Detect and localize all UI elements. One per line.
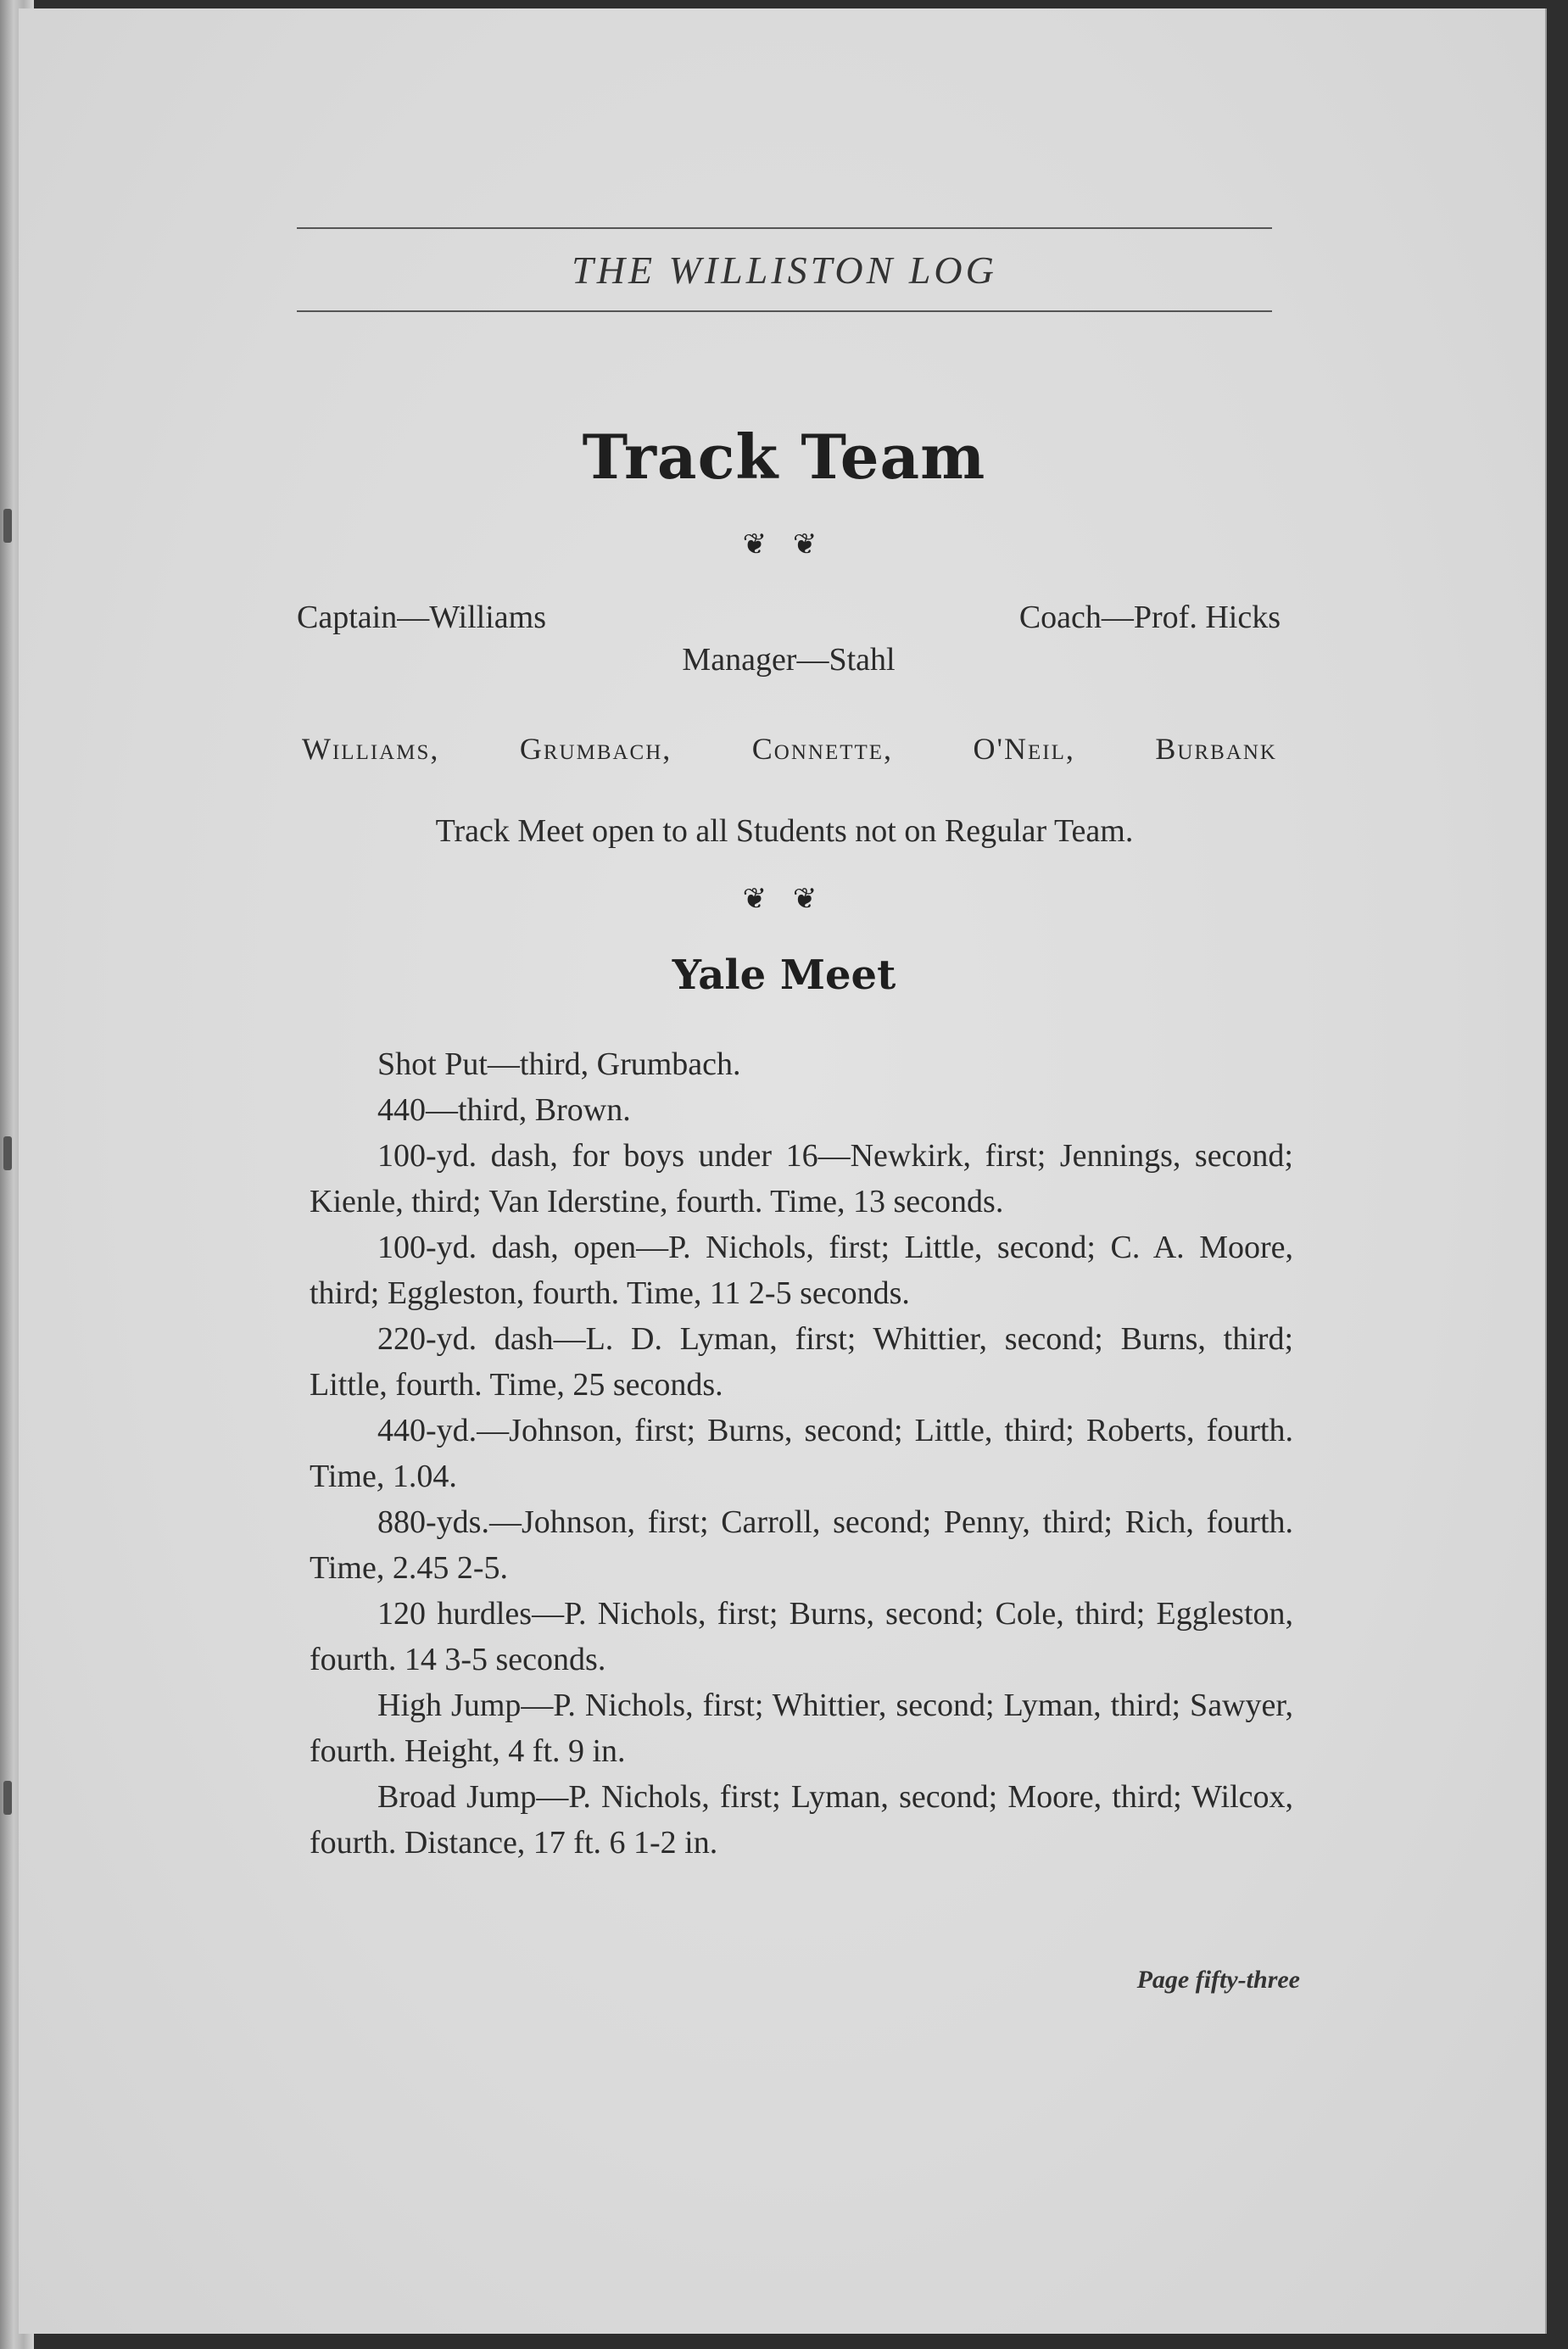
- header-rule-bottom: [297, 310, 1272, 312]
- roster-name: O'Neil,: [973, 732, 1075, 766]
- team-roster: [302, 731, 1277, 767]
- event-result: 100-yd. dash, for boys under 16—Newkirk, first; Jennings, second; Kienle, third; Van Iderstine, fourth. Time, 13 seconds.: [310, 1138, 1293, 1219]
- event-result: 100-yd. dash, open—P. Nichols, first; Little, second; C. A. Moore, third; Eggleston, fourth. Time, 11 2-5 seconds.: [310, 1230, 1293, 1311]
- event-result: 440-yd.—Johnson, first; Burns, second; Little, third; Roberts, fourth. Time, 1.04.: [310, 1413, 1293, 1494]
- roster-name: Connette,: [751, 732, 894, 766]
- binding-mark: [3, 1136, 12, 1170]
- event-result: High Jump—P. Nichols, first; Whittier, second; Lyman, third; Sawyer, fourth. Height, 4 ft. 9 in.: [310, 1688, 1293, 1769]
- event-result: Broad Jump—P. Nichols, first; Lyman, second; Moore, third; Wilcox, fourth. Distance, 17 ft. 6 1-2 in.: [310, 1779, 1293, 1861]
- event-result: 880-yds.—Johnson, first; Carroll, second; Penny, third; Rich, fourth. Time, 2.45 2-5.: [310, 1504, 1293, 1586]
- track-meet-note: Track Meet open to all Students not on Regular Team.: [435, 813, 1134, 849]
- binding-mark: [3, 1781, 12, 1815]
- header-rule-top: [297, 227, 1272, 229]
- section-heading: Yale Meet: [672, 951, 896, 999]
- officers-row: [297, 599, 1281, 678]
- event-results: [310, 1041, 1293, 1866]
- team-officers: [297, 599, 1281, 678]
- coach-text: Coach—Prof. Hicks: [1018, 600, 1281, 635]
- fleuron-ornament: ❦ ❦: [742, 882, 826, 916]
- event-result: Shot Put—third, Grumbach.: [377, 1046, 741, 1082]
- captain-text: Captain—Williams: [297, 600, 546, 635]
- event-result: 220-yd. dash—L. D. Lyman, first; Whittier, second; Burns, third; Little, fourth. Time, 25 seconds.: [310, 1321, 1293, 1403]
- manager-text: Manager—Stahl: [682, 642, 896, 678]
- event-result: 440—third, Brown.: [377, 1092, 631, 1128]
- fleuron-ornament: ❦ ❦: [742, 527, 826, 561]
- page-title: Track Team: [582, 421, 986, 493]
- roster-name: Burbank: [1155, 732, 1277, 766]
- page-number: Page fifty-three: [1136, 1966, 1300, 1994]
- running-head: THE WILLISTON LOG: [572, 248, 997, 292]
- event-result: 120 hurdles—P. Nichols, first; Burns, second; Cole, third; Eggleston, fourth. 14 3-5 seconds.: [310, 1596, 1293, 1677]
- roster-name: Williams,: [302, 732, 440, 766]
- roster-name: Grumbach,: [519, 732, 672, 766]
